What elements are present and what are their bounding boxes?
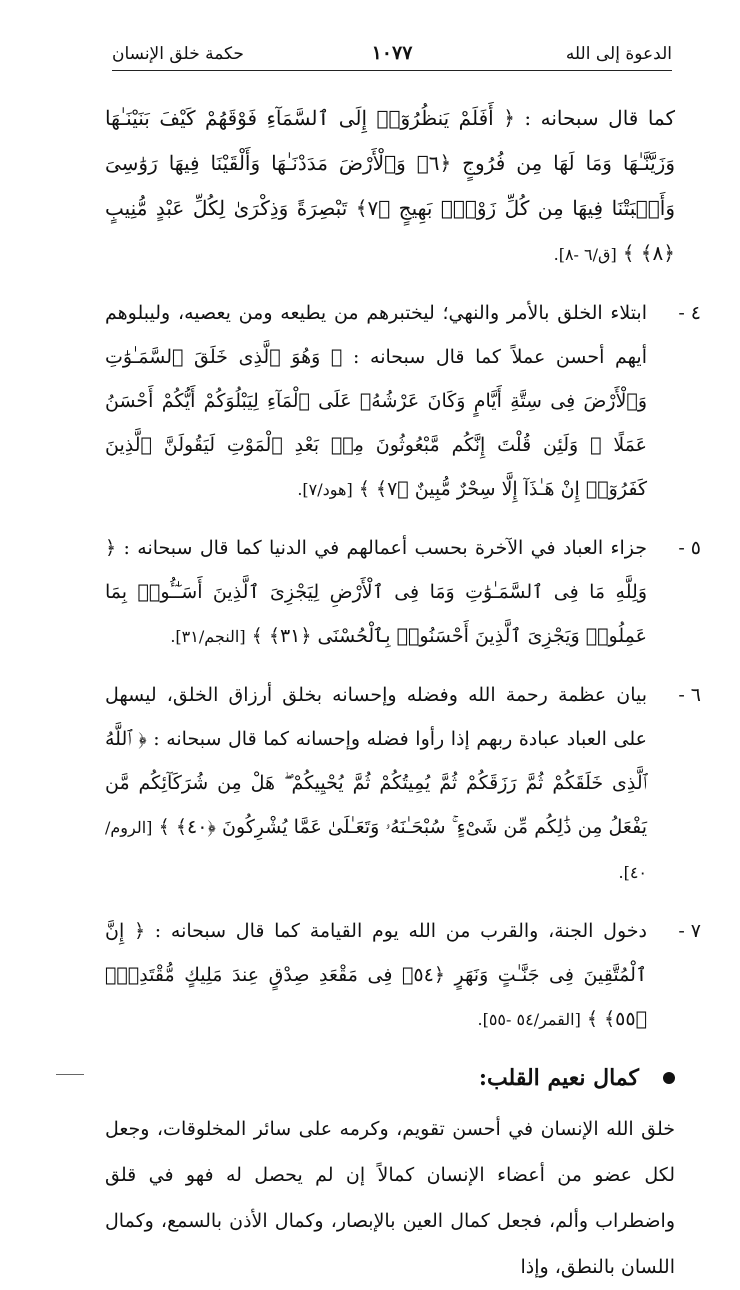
header-chapter-title: حكمة خلق الإنسان xyxy=(112,44,244,64)
item-ref: [النجم/٣١]. xyxy=(170,627,246,646)
list-item-4 xyxy=(105,291,701,512)
item-ref: [هود/٧]. xyxy=(297,480,353,499)
item-text: جزاء العباد في الآخرة بحسب أعمالهم في الدنيا كما قال سبحانه : ﴿ وَلِلَّهِ مَا فِى ٱلسَّمَـٰوَٰتِ وَمَا فِى ٱلْأَرْضِ لِيَجْزِىَ ٱلَّذِينَ أَسَـٰٓـُٔوا۟ بِمَا عَمِلُوا۟ وَيَجْزِىَ ٱلَّذِينَ أَحْسَنُوا۟ بِٱلْحُسْنَى ﴿٣١﴾ ﴾ xyxy=(105,537,647,647)
item-text: بيان عظمة رحمة الله وفضله وإحسانه بخلق أرزاق الخلق، ليسهل على العباد عبادة ربهم إذا رأوا فضله وإحسانه كما قال سبحانه : ﴿ ٱللَّهُ ٱلَّذِى خَلَقَكُمْ ثُمَّ رَزَقَكُمْ ثُمَّ يُمِيتُكُمْ ثُمَّ يُحْيِيكُمْ ۖ هَلْ مِن شُرَكَآئِكُم مَّن يَفْعَلُ مِن ذَٰلِكُم مِّن شَىْءٍ ۚ سُبْحَـٰنَهُۥ وَتَعَـٰلَىٰ عَمَّا يُشْرِكُونَ ﴿٤٠﴾ ﴾ xyxy=(105,684,647,838)
item-number: ٥ - xyxy=(678,537,701,559)
page-header xyxy=(112,42,672,71)
footer-mark xyxy=(56,1074,84,1075)
section-paragraph: خلق الله الإنسان في أحسن تقويم، وكرمه على سائر المخلوقات، وجعل لكل عضو من أعضاء الإنسان كمالاً إن لم يحصل له فهو في قلق واضطراب وألم، فجعل كمال العين بالإبصار، وكمال الأذن بالسمع، وكمال اللسان بالنطق، وإذا xyxy=(105,1118,675,1278)
item-text: ابتلاء الخلق بالأمر والنهي؛ ليختبرهم من يطيعه ومن يعصيه، وليبلوهم أيهم أحسن عملاً كما قال سبحانه : ﴿ وَهُوَ ٱلَّذِى خَلَقَ ٱلسَّمَـٰوَٰتِ وَٱلْأَرْضَ فِى سِتَّةِ أَيَّامٍ وَكَانَ عَرْشُهُۥ عَلَى ٱلْمَآءِ لِيَبْلُوَكُمْ أَيُّكُمْ أَحْسَنُ عَمَلًا ۗ وَلَئِن قُلْتَ إِنَّكُم مَّبْعُوثُونَ مِنۢ بَعْدِ ٱلْمَوْتِ لَيَقُولَنَّ ٱلَّذِينَ كَفَرُوٓا۟ إِنْ هَـٰذَآ إِلَّا سِحْرٌ مُّبِينٌ ﴿٧﴾ ﴾ xyxy=(105,302,647,500)
item-number: ٧ - xyxy=(678,920,701,942)
list-item-6 xyxy=(105,673,701,895)
intro-ref: [ق/٦ -٨]. xyxy=(553,245,617,264)
section-heading xyxy=(105,1056,675,1100)
item-ref: [الروم/٤٠]. xyxy=(105,818,647,882)
bullet-icon xyxy=(663,1072,675,1084)
intro-block xyxy=(105,96,675,277)
section-heading-text: كمال نعيم القلب: xyxy=(478,1065,639,1091)
page-number: ١٠٧٧ xyxy=(371,42,413,64)
intro-text: كما قال سبحانه : ﴿ أَفَلَمْ يَنظُرُوٓا۟ إِلَى ٱلسَّمَآءِ فَوْقَهُمْ كَيْفَ بَنَيْنَـٰهَا وَزَيَّنَّـٰهَا وَمَا لَهَا مِن فُرُوجٍ ﴿٦﴾ وَٱلْأَرْضَ مَدَدْنَـٰهَا وَأَلْقَيْنَا فِيهَا رَوَٰسِىَ وَأَنۢبَتْنَا فِيهَا مِن كُلِّ زَوْجٍۭ بَهِيجٍ ﴿٧﴾ تَبْصِرَةً وَذِكْرَىٰ لِكُلِّ عَبْدٍ مُّنِيبٍ ﴿٨﴾ ﴾ xyxy=(105,106,675,265)
item-number: ٦ - xyxy=(678,684,701,706)
page-content xyxy=(105,96,701,1290)
item-text: دخول الجنة، والقرب من الله يوم القيامة كما قال سبحانه : ﴿ إِنَّ ٱلْمُتَّقِينَ فِى جَنَّـٰتٍ وَنَهَرٍ ﴿٥٤﴾ فِى مَقْعَدِ صِدْقٍ عِندَ مَلِيكٍ مُّقْتَدِرٍۭ ﴿٥٥﴾ ﴾ xyxy=(105,920,647,1030)
item-ref: [القمر/٥٤ -٥٥]. xyxy=(477,1010,581,1029)
list-item-5 xyxy=(105,526,701,659)
header-book-title: الدعوة إلى الله xyxy=(565,44,672,64)
item-number: ٤ - xyxy=(678,302,701,324)
list-item-7 xyxy=(105,909,701,1042)
